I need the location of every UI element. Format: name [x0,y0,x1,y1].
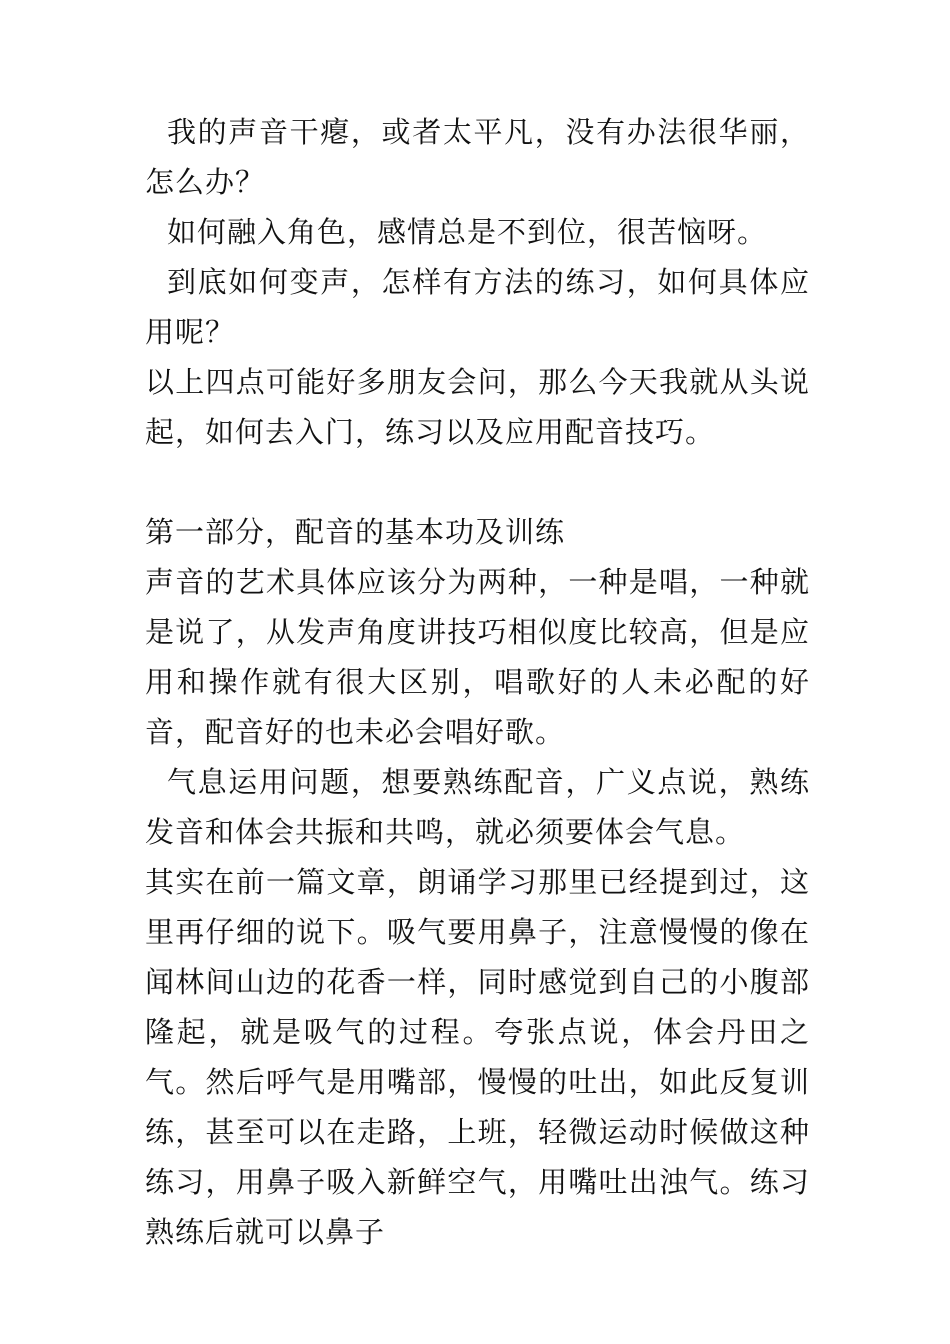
section-heading: 第一部分，配音的基本功及训练 [145,515,566,549]
paragraph-question-voice-change: 到底如何变声，怎样有方法的练习，如何具体应用呢？ [145,265,810,349]
paragraph-voice-art: 声音的艺术具体应该分为两种，一种是唱，一种就是说了，从发声角度讲技巧相似度比较高，但是应用和操作就有很大区别，唱歌好的人未必配的好音，配音好的也未必会唱好歌。 [145,565,810,749]
document-body [145,107,810,1257]
paragraph-breath-detail: 其实在前一篇文章，朗诵学习那里已经提到过，这里再仔细的说下。吸气要用鼻子，注意慢慢的像在闻林间山边的花香一样，同时感觉到自己的小腹部隆起，就是吸气的过程。夸张点说，体会丹田之气。然后呼气是用嘴部，慢慢的吐出，如此反复训练，甚至可以在走路，上班，轻微运动时候做这种练习，用鼻子吸入新鲜空气，用嘴吐出浊气。练习熟练后就可以鼻子 [145,865,810,1249]
paragraph-question-emotion: 如何融入角色，感情总是不到位，很苦恼呀。 [167,215,768,249]
paragraph-question-voice: 我的声音干瘪，或者太平凡，没有办法很华丽，怎么办？ [145,115,810,199]
paragraph-intro: 以上四点可能好多朋友会问，那么今天我就从头说起，如何去入门，练习以及应用配音技巧。 [145,365,810,449]
blank-line [145,457,810,507]
paragraph-breath: 气息运用问题，想要熟练配音，广义点说，熟练发音和体会共振和共鸣，就必须要体会气息。 [145,765,810,849]
